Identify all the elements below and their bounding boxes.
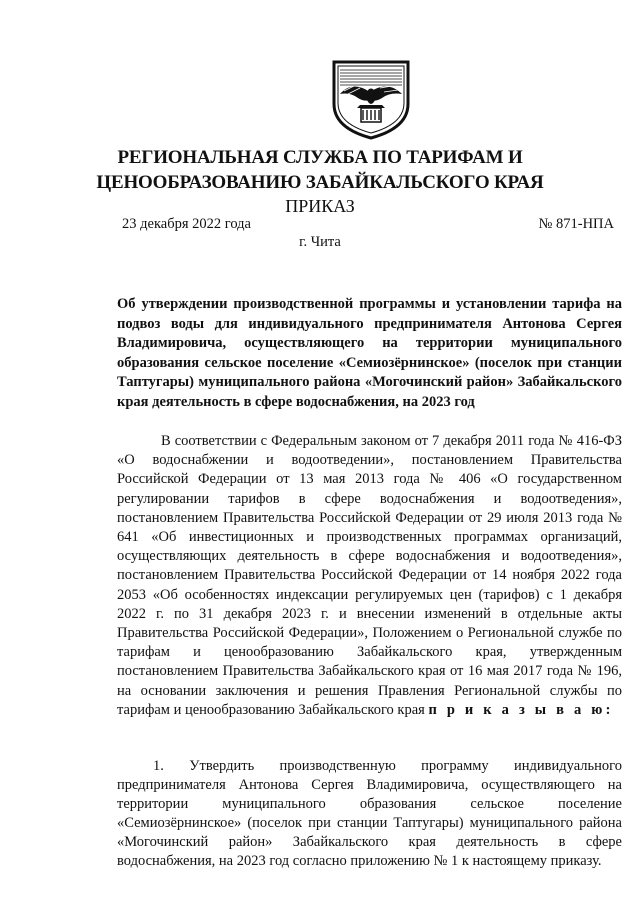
document-subject (117, 295, 622, 412)
organization-line-2: ЦЕНООБРАЗОВАНИЮ ЗАБАЙКАЛЬСКОГО КРАЯ (96, 172, 544, 193)
preamble-paragraph (117, 432, 622, 720)
organization-name (0, 145, 640, 195)
order-item-1 (117, 757, 622, 871)
coat-of-arms-icon (330, 58, 412, 140)
order-word: п р и к а з ы в а ю: (428, 701, 614, 718)
preamble-text: В соответствии с Федеральным законом от 7 декабря 2011 года № 416-ФЗ «О водоснабжении и водоотведении», постановлением Правительства Российской Федерации от 13 мая 2013 года № 406 «О государственном регулировании тарифов в сфере водоснабжения и водоотведения», постановлением Правительства Российской Федерации от 29 июля 2013 года № 641 «Об инвестиционных и производственных программах организаций, осуществляющих деятельность в сфере водоснабжения и водоотведения», постановлением Правительства Российской Федерации от 14 ноября 2022 года 2053 «Об особенностях индексации регулируемых цен (тарифов) с 1 декабря 2022 г. по 31 декабря 2023 г. и внесении изменений в отдельные акты Правительства Российской Федерации», Положением о Региональной службе по тарифам и ценообразованию Забайкальского края, утвержденным постановлением Правительства Забайкальского края от 16 мая 2017 года № 196, на основании заключения и решения Правления Региональной службы по тарифам и ценообразованию Забайкальского края (117, 433, 622, 718)
document-type: ПРИКАЗ (285, 196, 355, 216)
document-city: г. Чита (299, 234, 341, 250)
document-number: № 871-НПА (538, 216, 614, 232)
document-date: 23 декабря 2022 года (122, 216, 251, 232)
organization-line-1: РЕГИОНАЛЬНАЯ СЛУЖБА ПО ТАРИФАМ И (117, 147, 523, 168)
subject-text: Об утверждении производственной программы и установлении тарифа на подвоз воды для индивидуального предпринимателя Антонова Сергея Владимировича, осуществляющего на территории муниципального образования сельское поселение «Семиозёрнинское» (поселок при станции Таптугары) муниципального района «Могочинский район» Забайкальского края деятельность в сфере водоснабжения, на 2023 год (117, 296, 622, 410)
order-item-1-text: 1. Утвердить производственную программу индивидуального предпринимателя Антонова Сергея Владимировича, осуществляющего на территории муниципального образования сельское поселение «Семиозёрнинское» (поселок при станции Таптугары) муниципального района «Могочинский район» Забайкальского края деятельность в сфере водоснабжения, на 2023 год согласно приложению № 1 к настоящему приказу. (117, 758, 622, 869)
